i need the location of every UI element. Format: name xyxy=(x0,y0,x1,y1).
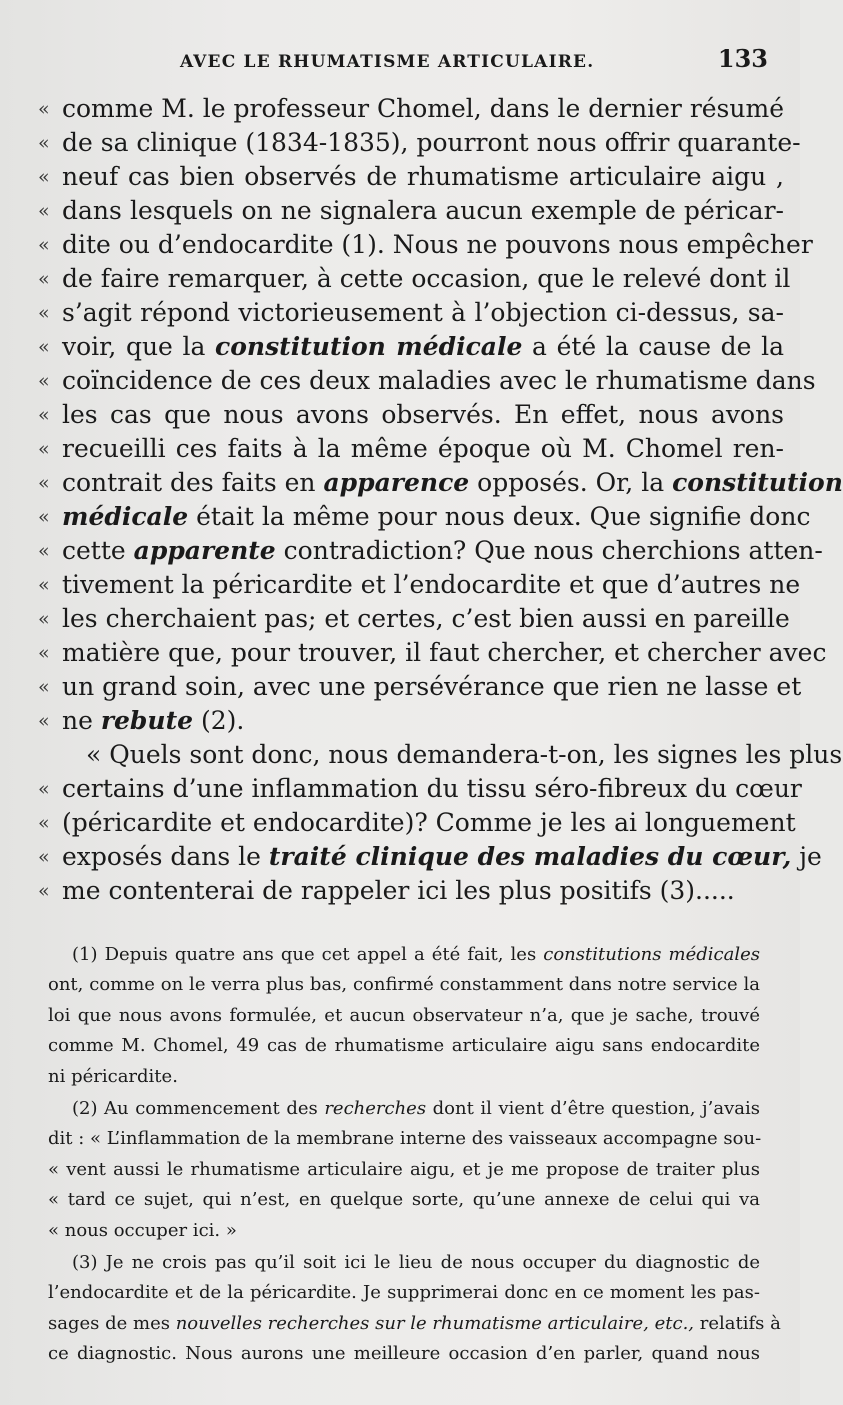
text-line xyxy=(38,330,784,364)
quote-mark: « xyxy=(38,710,50,732)
footnote-line xyxy=(48,1278,760,1308)
quote-mark: « xyxy=(38,574,50,596)
text-run: opposés. Or, la xyxy=(469,468,673,497)
footnote-line xyxy=(48,1309,781,1339)
quote-mark: « xyxy=(38,438,50,460)
quote-mark: « xyxy=(38,404,50,426)
quote-mark: « xyxy=(38,778,50,800)
line-text xyxy=(62,296,784,330)
text-run: « nous occuper ici. » xyxy=(48,1219,237,1241)
footnote-line xyxy=(48,1216,760,1246)
text-run: ne xyxy=(62,706,101,735)
quote-mark: « xyxy=(38,812,50,834)
italic-text: apparence xyxy=(323,468,470,497)
italic-text: traité clinique des maladies du cœur, xyxy=(268,842,792,871)
running-head: AVEC LE RHUMATISME ARTICULAIRE. xyxy=(180,52,595,72)
footnote xyxy=(48,940,760,1092)
footnotes xyxy=(48,940,781,1371)
text-run: un grand soin, avec une persévérance que rien ne lasse et xyxy=(62,672,802,701)
footnote-line xyxy=(48,1185,760,1215)
text-run: recueilli ces faits à la même époque où M. Chomel ren- xyxy=(62,434,784,463)
italic-text: apparente xyxy=(133,536,276,565)
text-run: je xyxy=(791,842,822,871)
text-run: contradiction? Que nous cherchions atten- xyxy=(275,536,823,565)
text-line xyxy=(38,262,791,296)
text-run: exposés dans le xyxy=(62,842,269,871)
footnote-line xyxy=(48,1339,760,1369)
line-text xyxy=(62,704,784,738)
quote-mark: « xyxy=(38,846,50,868)
text-run: me contenterai de rappeler ici les plus positifs (3)..... xyxy=(62,876,735,905)
quote-mark: « xyxy=(38,642,50,664)
main-text xyxy=(38,92,843,908)
text-run: ce diagnostic. Nous aurons une meilleure occasion d’en parler, quand nous xyxy=(48,1343,760,1365)
italic-text: constitution xyxy=(672,468,843,497)
text-run: l’endocardite et de la péricardite. Je supprimerai donc en ce moment les pas- xyxy=(48,1282,760,1304)
italic-text: médicale xyxy=(62,502,189,531)
quote-mark: « xyxy=(38,540,50,562)
text-line xyxy=(38,500,811,534)
footnote-line xyxy=(48,1062,760,1092)
text-line xyxy=(38,670,802,704)
text-run: ni péricardite. xyxy=(48,1065,178,1087)
text-run: tivement la péricardite et l’endocardite et que d’autres ne xyxy=(62,570,801,599)
line-text xyxy=(62,874,784,908)
text-line xyxy=(38,704,784,738)
line-text xyxy=(62,126,801,160)
footnote-line xyxy=(48,940,760,970)
italic-text: rebute xyxy=(100,706,194,735)
text-line xyxy=(38,534,823,568)
line-text xyxy=(86,738,842,772)
text-line xyxy=(38,806,796,840)
page-header xyxy=(180,44,768,74)
text-line xyxy=(38,874,784,908)
quote-mark: « xyxy=(38,880,50,902)
text-run: les cas que nous avons observés. En effet, nous avons xyxy=(62,400,784,429)
line-text xyxy=(62,432,784,466)
text-line xyxy=(38,92,784,126)
footnote-line xyxy=(48,1031,760,1061)
footnote-line xyxy=(48,1124,760,1154)
text-line xyxy=(38,126,801,160)
line-text xyxy=(62,262,790,296)
quote-mark: « xyxy=(38,472,50,494)
line-text xyxy=(62,228,813,262)
quote-mark: « xyxy=(38,676,50,698)
text-run: dit : « L’inflammation de la membrane interne des vaisseaux accompagne sou- xyxy=(48,1128,762,1150)
text-run: relatifs à xyxy=(694,1312,781,1334)
italic-text: nouvelles recherches sur le rhumatisme articulaire, etc., xyxy=(175,1312,695,1334)
footnote xyxy=(48,1094,760,1246)
text-run: sages de mes xyxy=(48,1312,176,1334)
line-text xyxy=(62,500,810,534)
text-line xyxy=(38,364,816,398)
text-run: matière que, pour trouver, il faut chercher, et chercher avec xyxy=(62,638,827,667)
footnote-line xyxy=(48,1248,760,1278)
text-run: (3) Je ne crois pas qu’il soit ici le lieu de nous occuper du diagnostic de xyxy=(72,1251,760,1273)
text-run: de faire remarquer, à cette occasion, que le relevé dont il xyxy=(62,264,791,293)
text-run: a été la cause de la xyxy=(522,332,784,361)
line-text xyxy=(62,534,823,568)
text-run: de sa clinique (1834-1835), pourront nous offrir quarante- xyxy=(62,128,801,157)
line-text xyxy=(62,160,784,194)
line-text xyxy=(62,670,801,704)
italic-text: constitutions médicales xyxy=(543,944,760,965)
line-text xyxy=(62,398,784,432)
text-run: « tard ce sujet, qui n’est, en quelque sorte, qu’une annexe de celui qui va xyxy=(48,1189,760,1211)
text-run: (2). xyxy=(193,706,245,735)
text-run: dite ou d’endocardite (1). Nous ne pouvons nous empêcher xyxy=(62,230,813,259)
text-line xyxy=(38,160,784,194)
footnote-line xyxy=(48,1094,760,1124)
footnote xyxy=(48,1248,781,1370)
quote-mark: « xyxy=(38,608,50,630)
text-line xyxy=(38,772,802,806)
footnote-line xyxy=(48,1155,760,1185)
text-line xyxy=(38,296,784,330)
line-text xyxy=(62,602,790,636)
text-run: dans lesquels on ne signalera aucun exemple de péricar- xyxy=(62,196,784,225)
italic-text: constitution médicale xyxy=(215,332,523,361)
quote-mark: « xyxy=(38,506,50,528)
paragraph-indent xyxy=(38,738,86,772)
text-run: neuf cas bien observés de rhumatisme articulaire aigu , xyxy=(62,162,784,191)
line-text xyxy=(62,92,784,126)
text-run: cette xyxy=(62,536,134,565)
text-run: loi que nous avons formulée, et aucun observateur n’a, que je sache, trouvé xyxy=(48,1004,760,1026)
text-run: ont, comme on le verra plus bas, confirmé constamment dans notre service la xyxy=(48,974,760,996)
text-run: comme M. Chomel, 49 cas de rhumatisme articulaire aigu sans endocardite xyxy=(48,1035,760,1057)
quote-mark: « xyxy=(38,98,50,120)
text-run: certains d’une inflammation du tissu séro-fibreux du cœur xyxy=(62,774,802,803)
footnote-line xyxy=(48,970,760,1000)
text-run: (péricardite et endocardite)? Comme je les ai longuement xyxy=(62,808,796,837)
text-run: voir, que la xyxy=(62,332,216,361)
line-text xyxy=(62,194,784,228)
text-run: (1) Depuis quatre ans que cet appel a été fait, les xyxy=(72,944,544,965)
italic-text: recherches xyxy=(324,1097,427,1119)
line-text xyxy=(62,330,784,364)
quote-mark: « xyxy=(38,132,50,154)
text-run: les cherchaient pas; et certes, c’est bien aussi en pareille xyxy=(62,604,790,633)
text-line xyxy=(38,568,801,602)
text-line xyxy=(38,840,822,874)
text-line xyxy=(38,398,784,432)
text-run: dont il vient d’être question, j’avais xyxy=(426,1097,760,1119)
text-run: comme M. le professeur Chomel, dans le dernier résumé xyxy=(62,94,784,123)
quote-mark: « xyxy=(38,370,50,392)
text-line xyxy=(38,432,784,466)
footnote-line xyxy=(48,1001,760,1031)
line-text xyxy=(62,364,816,398)
text-line xyxy=(38,636,827,670)
line-text xyxy=(62,568,800,602)
text-run: s’agit répond victorieusement à l’objection ci-dessus, sa- xyxy=(62,298,784,327)
text-run: coïncidence de ces deux maladies avec le rhumatisme dans xyxy=(62,366,816,395)
text-run: (2) Au commencement des xyxy=(72,1097,325,1119)
quote-mark: « xyxy=(38,336,50,358)
line-text xyxy=(62,772,802,806)
text-line xyxy=(38,194,784,228)
quote-mark: « xyxy=(38,166,50,188)
text-line xyxy=(38,466,843,500)
quote-mark: « xyxy=(38,302,50,324)
line-text xyxy=(62,466,843,500)
line-text xyxy=(62,840,822,874)
line-text xyxy=(62,636,826,670)
text-line xyxy=(38,228,813,262)
page-number: 133 xyxy=(717,44,768,73)
line-text xyxy=(62,806,796,840)
quote-mark: « xyxy=(38,234,50,256)
quote-mark: « xyxy=(38,268,50,290)
text-run: « Quels sont donc, nous demandera-t-on, les signes les plus xyxy=(86,740,843,769)
text-run: contrait des faits en xyxy=(62,468,324,497)
text-line xyxy=(38,602,790,636)
text-run: était la même pour nous deux. Que signifie donc xyxy=(188,502,811,531)
text-line xyxy=(38,738,843,772)
quote-mark: « xyxy=(38,200,50,222)
text-run: « vent aussi le rhumatisme articulaire aigu, et je me propose de traiter plus xyxy=(48,1158,760,1180)
